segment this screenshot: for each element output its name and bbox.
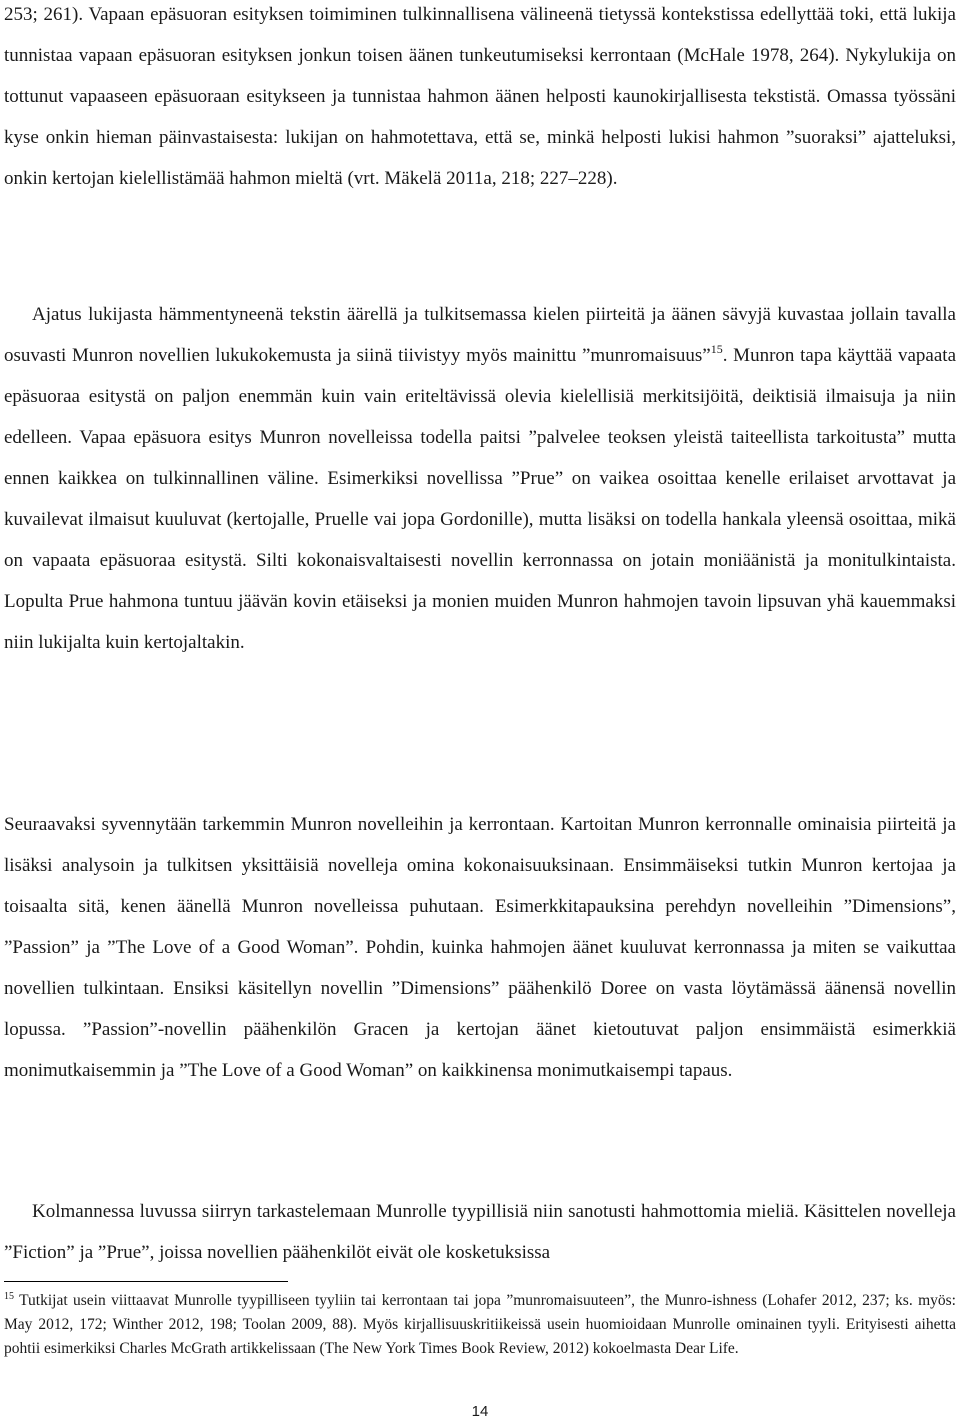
footnote-number: 15 xyxy=(4,1291,14,1302)
paragraph-2-text-after: . Munron tapa käyttää vapaata epäsuoraa esitystä on paljon enemmän kuin vain eriteltävissä olevia kielellisiä merkitsijöitä, deiktisiä ilmaisuja ja niin edelleen. Vapaa epäsuora esitys Munron novelleissa todella paitsi ”palvelee teoksen yleistä taiteellista tarkoitusta” mutta ennen kaikkea on tulkinnallinen väline. Esimerkiksi novellissa ”Prue” on vaikea osoittaa kenelle erilaiset arvottavat ja kuvailevat ilmaisut kuuluvat (kertojalle, Pruelle vai jopa Gordonille), mutta lisäksi on todella hankala yleensä osoittaa, mikä on vapaata epäsuoraa esitystä. Silti kokonaisvaltaisesti novellin kerronnassa on jotain moniäänistä ja monitulkintaista. Lopulta Prue hahmona tuntuu jäävän kovin etäiseksi ja monien muiden Munron hahmojen tavoin lipsuvan yhä kauemmaksi niin lukijalta kuin kertojaltakin. xyxy=(4,345,957,653)
footnote-text: Tutkijat usein viittaavat Munrolle tyypilliseen tyyliin tai kerrontaan tai jopa ”munromaisuuteen”, the Munro-ishness (Lohafer 2012, 237; ks. myös: May 2012, 172; Winther 2012, 198; Toolan 2009, 88). Myös kirjallisuuskritiikeissä usein huomioidaan Munrolle ominainen tyyli. Erityisesti aihetta pohtii esimerkiksi Charles McGrath artikkelissaan (The New York Times Book Review, 2012) kokoelmasta Dear Life. xyxy=(4,1292,956,1357)
paragraph-4: Kolmannessa luvussa siirryn tarkastelemaan Munrolle tyypillisiä niin sanotusti hahmottomia mieliä. Käsittelen novelleja ”Fiction” ja ”Prue”, joissa novellien päähenkilöt eivät ole kosketuksissa xyxy=(4,1201,956,1263)
paragraph-2-text-before: Ajatus lukijasta hämmentyneenä tekstin äärellä ja tulkitsemassa kielen piirteitä ja äänen sävyjä kuvastaa jollain tavalla osuvasti Munron novellien lukukokemusta ja siinä tiivistyy myös mainittu ”munromaisuus” xyxy=(4,304,956,366)
footnote-reference[interactable]: 15 xyxy=(710,342,723,356)
footnote xyxy=(4,1289,956,1361)
paragraph-3: Seuraavaksi syvennytään tarkemmin Munron novelleihin ja kerrontaan. Kartoitan Munron kerronnalle ominaisia piirteitä ja lisäksi analysoin ja tulkitsen yksittäisiä novelleja omina kokonaisuuksinaan. Ensimmäiseksi tutkin Munron kertojaa ja toisaalta sitä, kenen äänellä Munron novelleissa puhutaan. Esimerkkitapauksina perehdyn novelleihin ”Dimensions”, ”Passion” ja ”The Love of a Good Woman”. Pohdin, kuinka hahmojen äänet kuuluvat kerronnassa ja miten se vaikuttaa novellien tulkintaan. Ensiksi käsitellyn novellin ”Dimensions” päähenkilö Doree on vasta löytämässä äänensä novellin lopussa. ”Passion”-novellin päähenkilön Gracen ja kertojan äänet kietoutuvat paljon ensimmäistä esimerkkiä monimutkaisemmin ja ”The Love of a Good Woman” on kaikkinensa monimutkaisempi tapaus. xyxy=(4,814,956,1081)
page-number: 14 xyxy=(471,1403,489,1420)
footnote-separator xyxy=(4,1281,288,1282)
paragraph-1: 253; 261). Vapaan epäsuoran esityksen toimiminen tulkinnallisena välineenä tietyssä kontekstissa edellyttää toki, että lukija tunnistaa vapaan epäsuoran esityksen jonkun toisen äänen tunkeutumiseksi kerrontaan (McHale 1978, 264). Nykylukija on tottunut vapaaseen epäsuoraan esitykseen ja tunnistaa hahmon äänen helposti kaunokirjallisesta tekstistä. Omassa työssäni kyse onkin hieman päinvastaisesta: lukijan on hahmotettava, että se, minkä helposti lukisi hahmon ”suoraksi” ajatteluksi, onkin kertojan kielellistämää hahmon mieltä (vrt. Mäkelä 2011a, 218; 227–228). xyxy=(4,4,956,189)
paragraph-2 xyxy=(4,294,956,663)
